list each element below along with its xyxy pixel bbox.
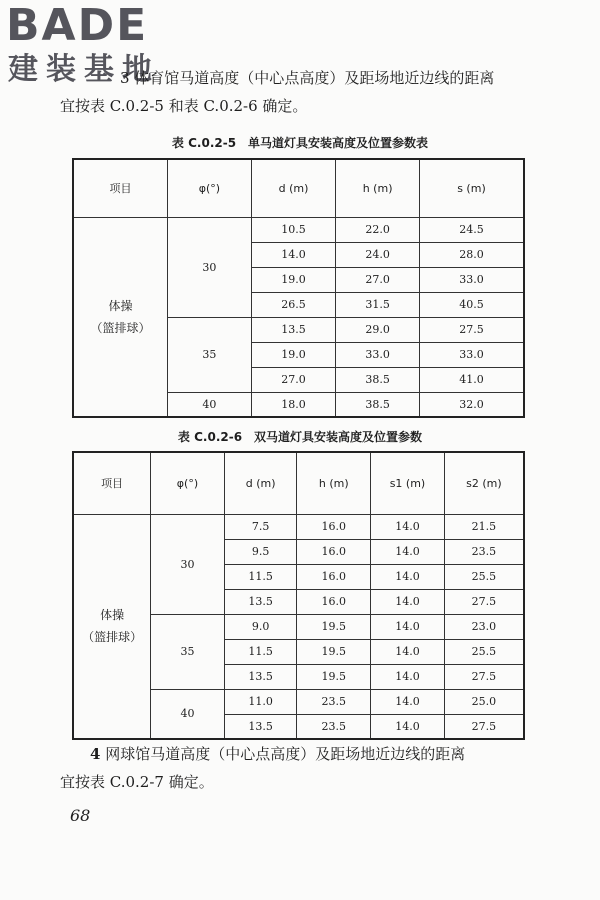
value-cell: 27.5 [444, 664, 524, 689]
header-s1: s1 (m) [371, 452, 445, 514]
value-cell: 40.5 [419, 292, 524, 317]
phi-cell: 40 [168, 392, 252, 417]
value-cell: 24.5 [419, 217, 524, 242]
value-cell: 18.0 [251, 392, 336, 417]
value-cell: 14.0 [371, 689, 445, 714]
value-cell: 14.0 [371, 589, 445, 614]
category-cell [73, 514, 151, 739]
logo-brand: BADE [6, 0, 149, 51]
phi-cell: 35 [151, 614, 225, 689]
phi-cell: 30 [168, 217, 252, 317]
value-cell: 13.5 [224, 589, 297, 614]
table-header-row [73, 159, 524, 217]
closing-paragraph [60, 740, 540, 796]
value-cell: 38.5 [336, 367, 420, 392]
intro-line-2: 宜按表 C.0.2-5 和表 C.0.2-6 确定。 [60, 97, 308, 115]
value-cell: 16.0 [297, 514, 371, 539]
value-cell: 23.5 [297, 714, 371, 739]
value-cell: 16.0 [297, 589, 371, 614]
header-phi: φ(°) [168, 159, 252, 217]
value-cell: 27.0 [336, 267, 420, 292]
value-cell: 28.0 [419, 242, 524, 267]
value-cell: 14.0 [371, 714, 445, 739]
header-h: h (m) [336, 159, 420, 217]
category-line1: 体操 [100, 608, 125, 623]
value-cell: 19.0 [251, 342, 336, 367]
value-cell: 14.0 [371, 614, 445, 639]
value-cell: 9.5 [224, 539, 297, 564]
value-cell: 19.5 [297, 614, 371, 639]
header-item: 项目 [73, 452, 151, 514]
value-cell: 11.5 [224, 564, 297, 589]
value-cell: 33.0 [419, 342, 524, 367]
value-cell: 14.0 [251, 242, 336, 267]
header-s2: s2 (m) [444, 452, 524, 514]
header-h: h (m) [297, 452, 371, 514]
header-s: s (m) [419, 159, 524, 217]
value-cell: 14.0 [371, 639, 445, 664]
value-cell: 10.5 [251, 217, 336, 242]
value-cell: 32.0 [419, 392, 524, 417]
value-cell: 19.0 [251, 267, 336, 292]
category-line2: （篮排球） [90, 320, 151, 335]
header-phi: φ(°) [151, 452, 225, 514]
value-cell: 19.5 [297, 639, 371, 664]
phi-cell: 35 [168, 317, 252, 392]
phi-cell: 40 [151, 689, 225, 739]
phi-cell: 30 [151, 514, 225, 614]
page-number: 68 [70, 806, 91, 825]
header-d: d (m) [251, 159, 336, 217]
value-cell: 13.5 [224, 664, 297, 689]
value-cell: 24.0 [336, 242, 420, 267]
value-cell: 33.0 [419, 267, 524, 292]
value-cell: 16.0 [297, 564, 371, 589]
value-cell: 11.5 [224, 639, 297, 664]
value-cell: 14.0 [371, 514, 445, 539]
value-cell: 19.5 [297, 664, 371, 689]
value-cell: 23.5 [444, 539, 524, 564]
value-cell: 29.0 [336, 317, 420, 342]
value-cell: 23.0 [444, 614, 524, 639]
table-row [73, 217, 524, 242]
table2-caption: 表 C.0.2-6 双马道灯具安装高度及位置参数 [177, 430, 423, 444]
value-cell: 9.0 [224, 614, 297, 639]
value-cell: 7.5 [224, 514, 297, 539]
header-d: d (m) [224, 452, 297, 514]
value-cell: 38.5 [336, 392, 420, 417]
value-cell: 23.5 [297, 689, 371, 714]
table2 [72, 451, 525, 740]
value-cell: 21.5 [444, 514, 524, 539]
table-row [73, 514, 524, 539]
intro-paragraph [60, 64, 540, 120]
value-cell: 31.5 [336, 292, 420, 317]
value-cell: 27.0 [251, 367, 336, 392]
value-cell: 25.5 [444, 564, 524, 589]
table1-caption: 表 C.0.2-5 单马道灯具安装高度及位置参数表 [171, 136, 429, 150]
paragraph-number: 4 [90, 745, 101, 763]
value-cell: 13.5 [251, 317, 336, 342]
value-cell: 11.0 [224, 689, 297, 714]
value-cell: 14.0 [371, 664, 445, 689]
value-cell: 25.5 [444, 639, 524, 664]
value-cell: 22.0 [336, 217, 420, 242]
closing-line-2: 宜按表 C.0.2-7 确定。 [60, 773, 214, 791]
value-cell: 27.5 [444, 589, 524, 614]
table-header-row [73, 452, 524, 514]
value-cell: 14.0 [371, 539, 445, 564]
value-cell: 33.0 [336, 342, 420, 367]
value-cell: 26.5 [251, 292, 336, 317]
table1 [72, 158, 525, 418]
closing-line-1: 网球馆马道高度（中心点高度）及距场地近边线的距离 [105, 745, 466, 763]
intro-line-1: 3 体育馆马道高度（中心点高度）及距场地近边线的距离 [120, 69, 495, 87]
value-cell: 13.5 [224, 714, 297, 739]
logo-tagline: 建装基地 [8, 52, 160, 87]
value-cell: 16.0 [297, 539, 371, 564]
value-cell: 41.0 [419, 367, 524, 392]
value-cell: 25.0 [444, 689, 524, 714]
category-line1: 体操 [108, 298, 133, 313]
value-cell: 14.0 [371, 564, 445, 589]
category-line2: （篮排球） [82, 630, 143, 645]
header-item: 项目 [73, 159, 168, 217]
category-cell [73, 217, 168, 417]
value-cell: 27.5 [419, 317, 524, 342]
value-cell: 27.5 [444, 714, 524, 739]
